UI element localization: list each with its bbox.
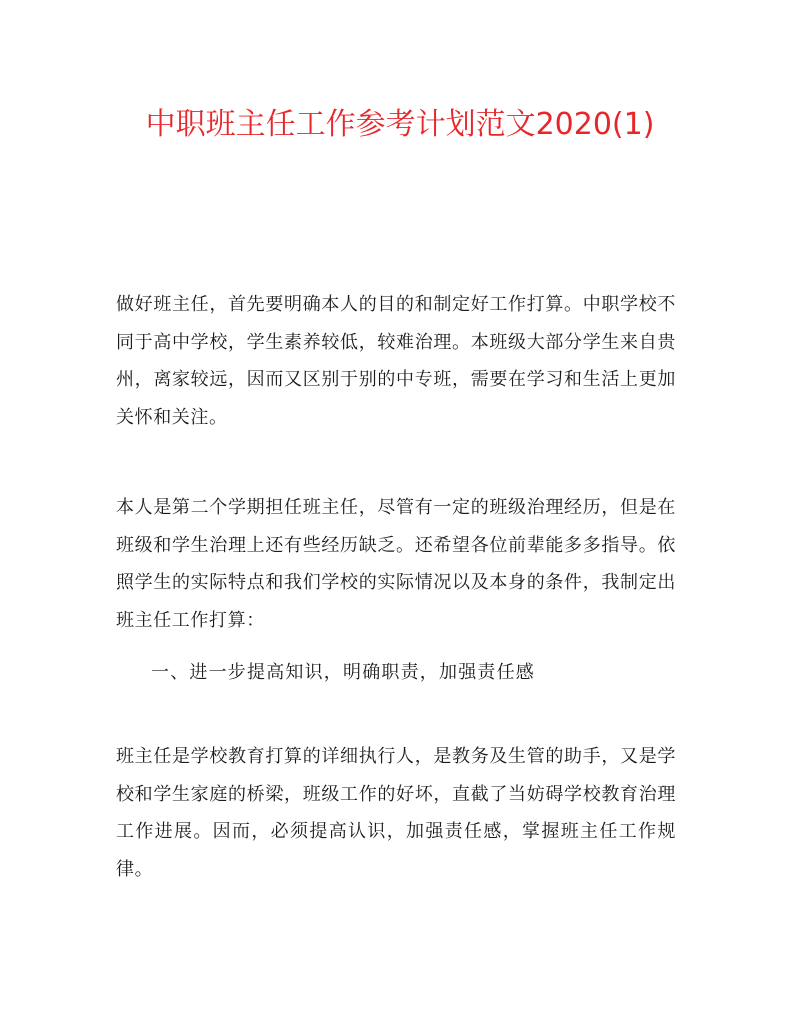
paragraph-text: 做好班主任，首先要明确本人的目的和制定好工作打算。中职学校不同于高中学校，学生素养较低，较难治理。本班级大部分学生来自贵州，离家较远，因而又区别于别的中专班，需要在学习和生活上更加关怀和关注。 bbox=[116, 294, 676, 428]
section-heading-1 bbox=[151, 654, 671, 692]
paragraph-3 bbox=[116, 738, 676, 888]
document-title: 中职班主任工作参考计划范文2020(1) bbox=[145, 107, 655, 142]
paragraph-1 bbox=[116, 286, 676, 436]
paragraph-text: 本人是第二个学期担任班主任，尽管有一定的班级治理经历，但是在班级和学生治理上还有些经历缺乏。还希望各位前辈能多多指导。依照学生的实际特点和我们学校的实际情况以及本身的条件，我制定出班主任工作打算： bbox=[116, 497, 676, 631]
section-heading-text: 一、进一步提高知识，明确职责，加强责任感 bbox=[151, 662, 535, 683]
paragraph-text: 班主任是学校教育打算的详细执行人，是教务及生管的助手，又是学校和学生家庭的桥梁，班级工作的好坏，直截了当妨碍学校教育治理工作进展。因而，必须提高认识，加强责任感，掌握班主任工作规律。 bbox=[116, 746, 676, 880]
paragraph-2 bbox=[116, 489, 676, 639]
